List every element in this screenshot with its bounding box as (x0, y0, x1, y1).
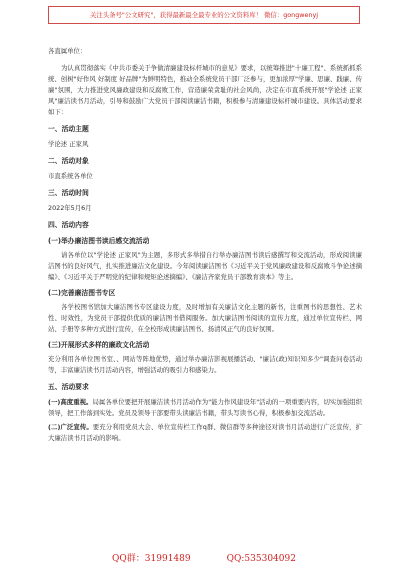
section-3-title: 三、活动时间 (48, 189, 89, 197)
requirement-1 (48, 397, 362, 419)
section-4-sub3-text: 充分利用各单位图书室、、网站等阵地优势，通过举办廉洁影视展播活动、"廉洁(政)知识知多少"调查问卷活动等，丰富廉洁读书月活动内容，增强活动的吸引力和感染力。 (48, 355, 362, 374)
section-2-text: 市直系统各单位 (48, 172, 93, 180)
promo-banner: 关注头条号"公文研究"，获得最新最全最专业的公文资料库！ 微信：gongwenyj (48, 6, 360, 24)
section-2-title: 二、活动对象 (48, 157, 89, 165)
contact-footer (0, 550, 408, 568)
requirement-2 (48, 422, 362, 444)
requirement-1-lead: (一)高度重视。 (48, 398, 93, 406)
section-1-title: 一、活动主题 (48, 125, 89, 133)
requirement-1-text: 局属各单位要把开展廉洁读书月活动作为"能力作风建设年"活动的一项重要内容，切实加强组织领导，把工作落到实处。党员及领导干部要带头读廉洁书籍，带头写读书心得，积极参加交流活动。 (48, 398, 362, 417)
requirement-2-text: 要充分利用党员大会、单位宣传栏工作q群、微信群等多种途径对读书月活动进行广泛宣传，扩大廉洁读书月活动的影响。 (48, 423, 362, 442)
section-3-text: 2022年5月6月 (48, 204, 92, 212)
intro-paragraph: 为认真贯彻落实《中共市委关于争做清廉建设标杆城市的意见》要求，以统筹推进"十廉工程"、系统抓抓系统、创树"好作风 好制度 好品牌"为鲜明特色，推动全系统党员干部厂泛参与，更加浓厚"学廉、思廉、践廉、传廉"氛围，大力推进党风廉政建设和反腐败工作，营造廉荣贪耻的社会风尚，决定在市直系统开展"学论述 正家风"廉洁读书月活动，引导和鼓励广大党员干部阅读廉洁书籍，积极参与清廉建设标杆城市建设。具体活动要求如下： (48, 64, 362, 116)
section-4-sub2-title: (二)完善廉洁图书专区 (48, 289, 116, 297)
section-4-sub3-title: (三)开展形式多样的廉政文化活动 (48, 341, 150, 349)
section-4-title: 四、活动内容 (48, 221, 89, 229)
section-1-text: 学论述 正家风 (48, 140, 89, 148)
qq-group: QQ群：31991489 (112, 554, 191, 564)
section-4-sub1-text: 请各单位以"学论述 正家风"为主题，多形式多举措自行举办廉洁图书读后感撰写和交流活动，形成阅读廉洁图书的良好风气，扎实推进廉洁文化建设。今年阅读廉洁图书《习近平关于党风廉政建设和反腐败斗争论述摘编》、《习近平关于严明党的纪律和规矩论述摘编》、《廉洁齐家党员干部教育读本》等主。 (48, 251, 362, 281)
section-4-sub2-text: 各学校图书馆加大廉洁图书专区建设力度，及时增加有关廉洁文化主题的新书，注重图书的思想性、艺术性、时效性，为党员干部提供优质的廉洁图书借阅服务。加大廉洁图书阅读的宣传力度，通过单位宣传栏、网站、手册等多种方式进行宣传，在全校形成读廉洁图书、扬清风正气的良好氛围。 (48, 303, 362, 333)
requirement-2-lead: (二)广泛宣传。 (48, 423, 93, 431)
section-5-title: 五、活动要求 (48, 383, 89, 391)
qq-contact: QQ:535304092 (226, 554, 296, 564)
salutation: 各直属单位： (48, 47, 87, 55)
document-body (48, 32, 362, 447)
section-4-sub1-title: (一)举办廉洁图书读后感交流活动 (48, 237, 150, 245)
